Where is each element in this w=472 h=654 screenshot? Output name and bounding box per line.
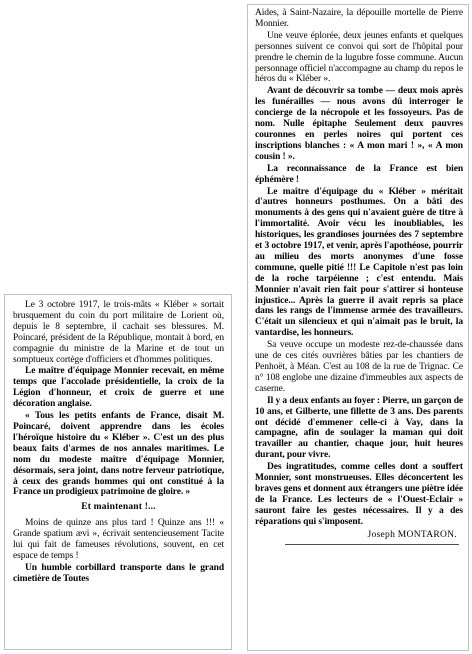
paragraph: Des ingratitudes, comme celles dont a souffert Monnier, sont monstrueuses. Elles déconcertent les braves gens et donnent aux étrangers une piètre idée de la France. Les lecteurs de « l'Ouest-Eclair » sauront faire les gestes nécessaires. Il y a des réparations qui s'imposent. [255,462,463,527]
paragraph: Le maître d'équipage Monnier recevait, en même temps que l'accolade présidentielle, la croix de la Légion d'honneur, et croix de guerre et une décoration anglaise. [13,366,224,410]
paragraph: Sa veuve occupe un modeste rez-de-chaussée dans une de ces cités ouvrières bâties par les chantiers de Penhoët, à Méan. C'est au 108 de la rue de Trignac. Ce n° 108 englobe une dizaine d'immeubles aux aspects de caserne. [255,340,463,394]
paragraph: Le maître d'équipage du « Kléber » méritait d'autres honneurs posthumes. On a bâti des monuments à des gens qui n'avaient guère de titre à l'immortalité. Avoir vécu les inoubliables, les historiques, les grandioses journées des 7 septembre et 3 octobre 1917, et venir, après l'apothéose, pourrir au milieu des morts anonymes d'une fosse commune, quelle pitié !!! Le Capitole n'est pas loin de la roche tarpéienne ; c'est entendu. Mais Monnier n'avait rien fait pour s'attirer si honteuse injustice... Après la guerre il avait repris sa place dans les rangs de l'immense armée des travailleurs. C'était un silencieux et qui n'aimait pas le bruit, la vantardise, les honneurs. [255,186,463,339]
paragraph: Le 3 octobre 1917, le trois-mâts « Kléber » sortait brusquement du coin du port militaire de Lorient où, depuis le 8 septembre, il cachait ses blessures. M. Poincaré, président de la République, montait à bord, en compagnie du ministre de la Marine et de tout un somptueux cortège d'officiers et d'hommes politiques. [13,300,224,365]
paragraph: Une veuve éplorée, deux jeunes enfants et quelques personnes suivent ce convoi qui sort de l'hôpital pour prendre le chemin de la lugubre fosse commune. Aucun personnage officiel n'accompagne au champ du repos le héros du « Kléber ». [255,30,463,85]
paragraph: Avant de découvrir sa tombe — deux mois après les funérailles — nous avons dû interroger le concierge de la nécropole et les fossoyeurs. Pas de nom. Nulle épitaphe Seulement deux pauvres couronnes en perles noires qui portent ces inscriptions blanches : « A mon mari ! », « A mon cousin ! ». [255,86,463,162]
author-signature: Joseph MONTARON. [367,529,457,540]
left-column-clipping [4,294,232,650]
right-column-clipping [247,4,469,651]
paragraph: Moins de quinze ans plus tard ! Quinze ans !!! « Grande spatium ævi », écrivait sentencieusement Tacite lui qui fait de fameuses révolutions, souvent, en cet espace de temps ! [13,518,224,561]
paragraph: La reconnaissance de la France est bien éphémère ! [255,163,463,185]
paragraph: Un humble corbillard transporte dans le grand cimetière de Toutes [13,562,224,584]
section-heading: Et maintenant !... [81,502,156,513]
divider [285,544,459,545]
paragraph: Aides, à Saint-Nazaire, la dépouille mortelle de Pierre Monnier. [255,8,463,29]
paragraph: Il y a deux enfants au foyer : Pierre, un garçon de 10 ans, et Gilberte, une fillette de 3 ans. Des parents ont décidé d'emmener celle-ci à Vay, dans la campagne, afin de soulager la maman qui doit travailler au chantier, chaque jour, huit heures durant, pour vivre. [255,395,463,461]
paragraph: « Tous les petits enfants de France, disait M. Poincaré, doivent apprendre dans les écoles l'héroïque histoire du « Kléber ». C'est un des plus beaux faits d'armes de nos annales maritimes. Le nom du modeste maître d'équipage Monnier, désormais, sera joint, dans notre ferveur patriotique, à ceux des grands hommes qui ont constitué à la France un prodigieux patrimoine de gloire. » [13,411,224,498]
